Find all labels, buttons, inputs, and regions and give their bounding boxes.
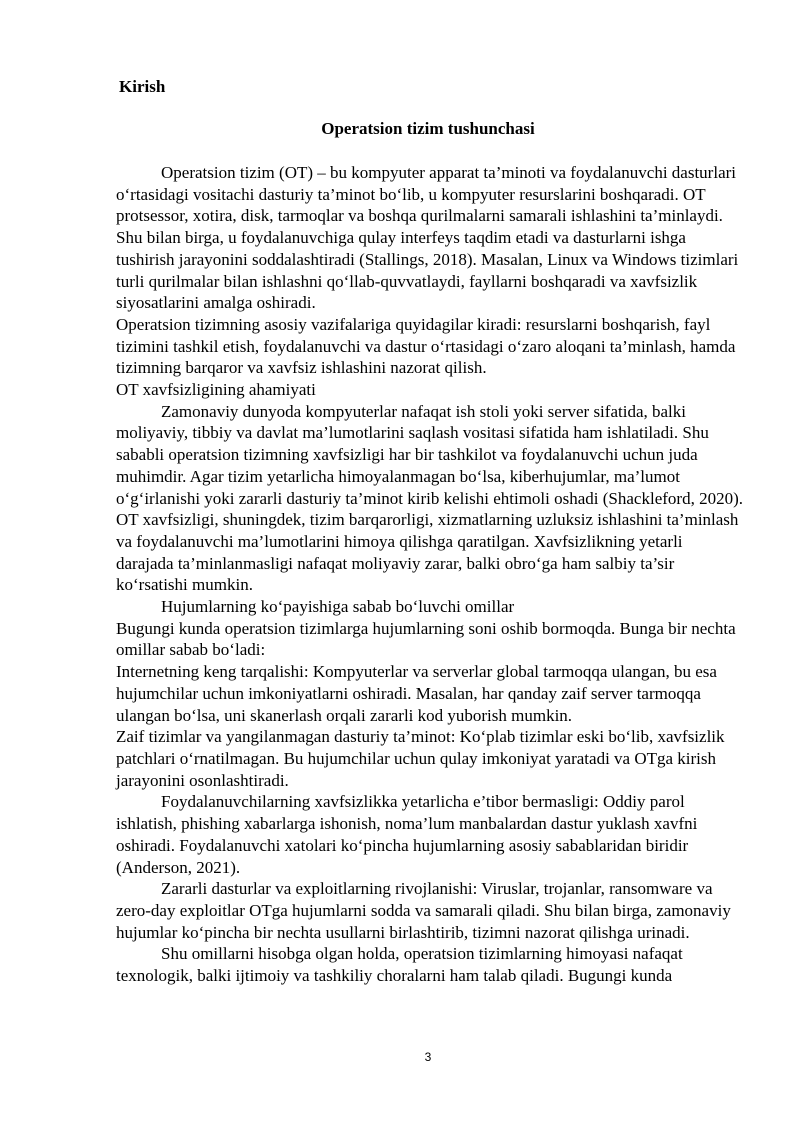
body-text — [116, 162, 744, 987]
paragraph-weak-systems: Zaif tizimlar va yangilanmagan dasturiy ta’minot: Ko‘plab tizimlar eski bo‘lib, xavfsizlik patchlari o‘rnatilmagan. Bu hujumchilar uchun qulay imkoniyat yaratadi va OTga kirish jarayonini osonlashtiradi. — [116, 727, 725, 790]
page-number: 3 — [424, 1050, 432, 1064]
paragraph-security-importance: Zamonaviy dunyoda kompyuterlar nafaqat ish stoli yoki server sifatida, balki moliyaviy, tibbiy va davlat ma’lumotlarini saqlash vositasi sifatida ham ishlatiladi. Shu sababli operatsion tizimning xavfsizligi har bir tashkilot va foydalanuvchi uchun juda muhimdir. Agar tizim yetarlicha himoyalanmagan bo‘lsa, kiberhujumlar, ma’lumot o‘g‘irlanishi yoki zararli dasturiy ta’minot kirib kelishi ehtimoli oshadi (Shackleford, 2020). OT xavfsizligi, shuningdek, tizim barqarorligi, xizmatlarning uzluksiz ishlashini ta’minlash va foydalanuvchi ma’lumotlarini himoya qilishga qaratilgan. Xavfsizlikning yetarli darajada ta’minlanmasligi nafaqat moliyaviy zarar, balki obro‘ga ham salbiy ta’sir ko‘rsatishi mumkin. — [116, 401, 743, 595]
subheading-os-security: OT xavfsizligining ahamiyati — [116, 380, 316, 400]
subheading-attack-factors: Hujumlarning ko‘payishiga sabab bo‘luvchi omillar — [161, 597, 515, 617]
page-title: Operatsion tizim tushunchasi — [321, 119, 535, 138]
paragraph-conclusion: Shu omillarni hisobga olgan holda, operatsion tizimlarning himoyasi nafaqat texnologik, balki ijtimoiy va tashkiliy choralarni ham talab qiladi. Bugungi kunda — [116, 944, 683, 986]
paragraph-os-definition: Operatsion tizim (OT) – bu kompyuter apparat ta’minoti va foydalanuvchi dasturlari o‘rtasidagi vositachi dasturiy ta’minot bo‘lib, u kompyuter resurslarini boshqaradi. OT protsessor, xotira, disk, tarmoqlar va boshqa qurilmalarni samarali ishlashini ta’minlaydi. Shu bilan birga, u foydalanuvchiga qulay interfeys taqdim etadi va dasturlarni ishga tushirish jarayonini soddalashtiradi (Stallings, 2018). Masalan, Linux va Windows tizimlari turli qurilmalar bilan ishlashni qo‘llab-quvvatlaydi, fayllarni boshqaradi va xavfsizlik siyosatlarini amalga oshiradi. — [116, 163, 739, 313]
paragraph-internet-spread: Internetning keng tarqalishi: Kompyuterlar va serverlar global tarmoqqa ulangan, bu esa hujumchilar uchun imkoniyatlarni oshiradi. Masalan, har qanday zaif server tarmoqqa ulangan bo‘lsa, uni skanerlash orqali zararli kod yuborish mumkin. — [116, 662, 717, 725]
paragraph-os-functions: Operatsion tizimning asosiy vazifalariga quyidagilar kiradi: resurslarni boshqarish, fayl tizimini tashkil etish, foydalanuvchi va dastur o‘rtasidagi o‘zaro aloqani ta’minlash, hamda tizimning barqaror va xavfsiz ishlashini nazorat qilish. — [116, 314, 736, 378]
paragraph-malware-exploits: Zararli dasturlar va exploitlarning rivojlanishi: Viruslar, trojanlar, ransomware va zero-day exploitlar OTga hujumlarni sodda va samarali qiladi. Shu bilan birga, zamonaviy hujumlar ko‘pincha bir nechta usullarni birlashtirib, tizimni nazorat qilishga urinadi. — [116, 879, 731, 942]
paragraph-attack-intro: Bugungi kunda operatsion tizimlarga hujumlarning soni oshib bormoqda. Bunga bir nechta omillar sabab bo‘ladi: — [116, 618, 736, 660]
section-heading: Kirish — [119, 77, 166, 96]
paragraph-user-negligence: Foydalanuvchilarning xavfsizlikka yetarlicha e’tibor bermasligi: Oddiy parol ishlatish, phishing xabarlarga ishonish, noma’lum manbalardan dastur yuklash xavfni oshiradi. Foydalanuvchi xatolari ko‘pincha hujumlarning asosiy sabablaridan biridir (Anderson, 2021). — [116, 792, 698, 877]
